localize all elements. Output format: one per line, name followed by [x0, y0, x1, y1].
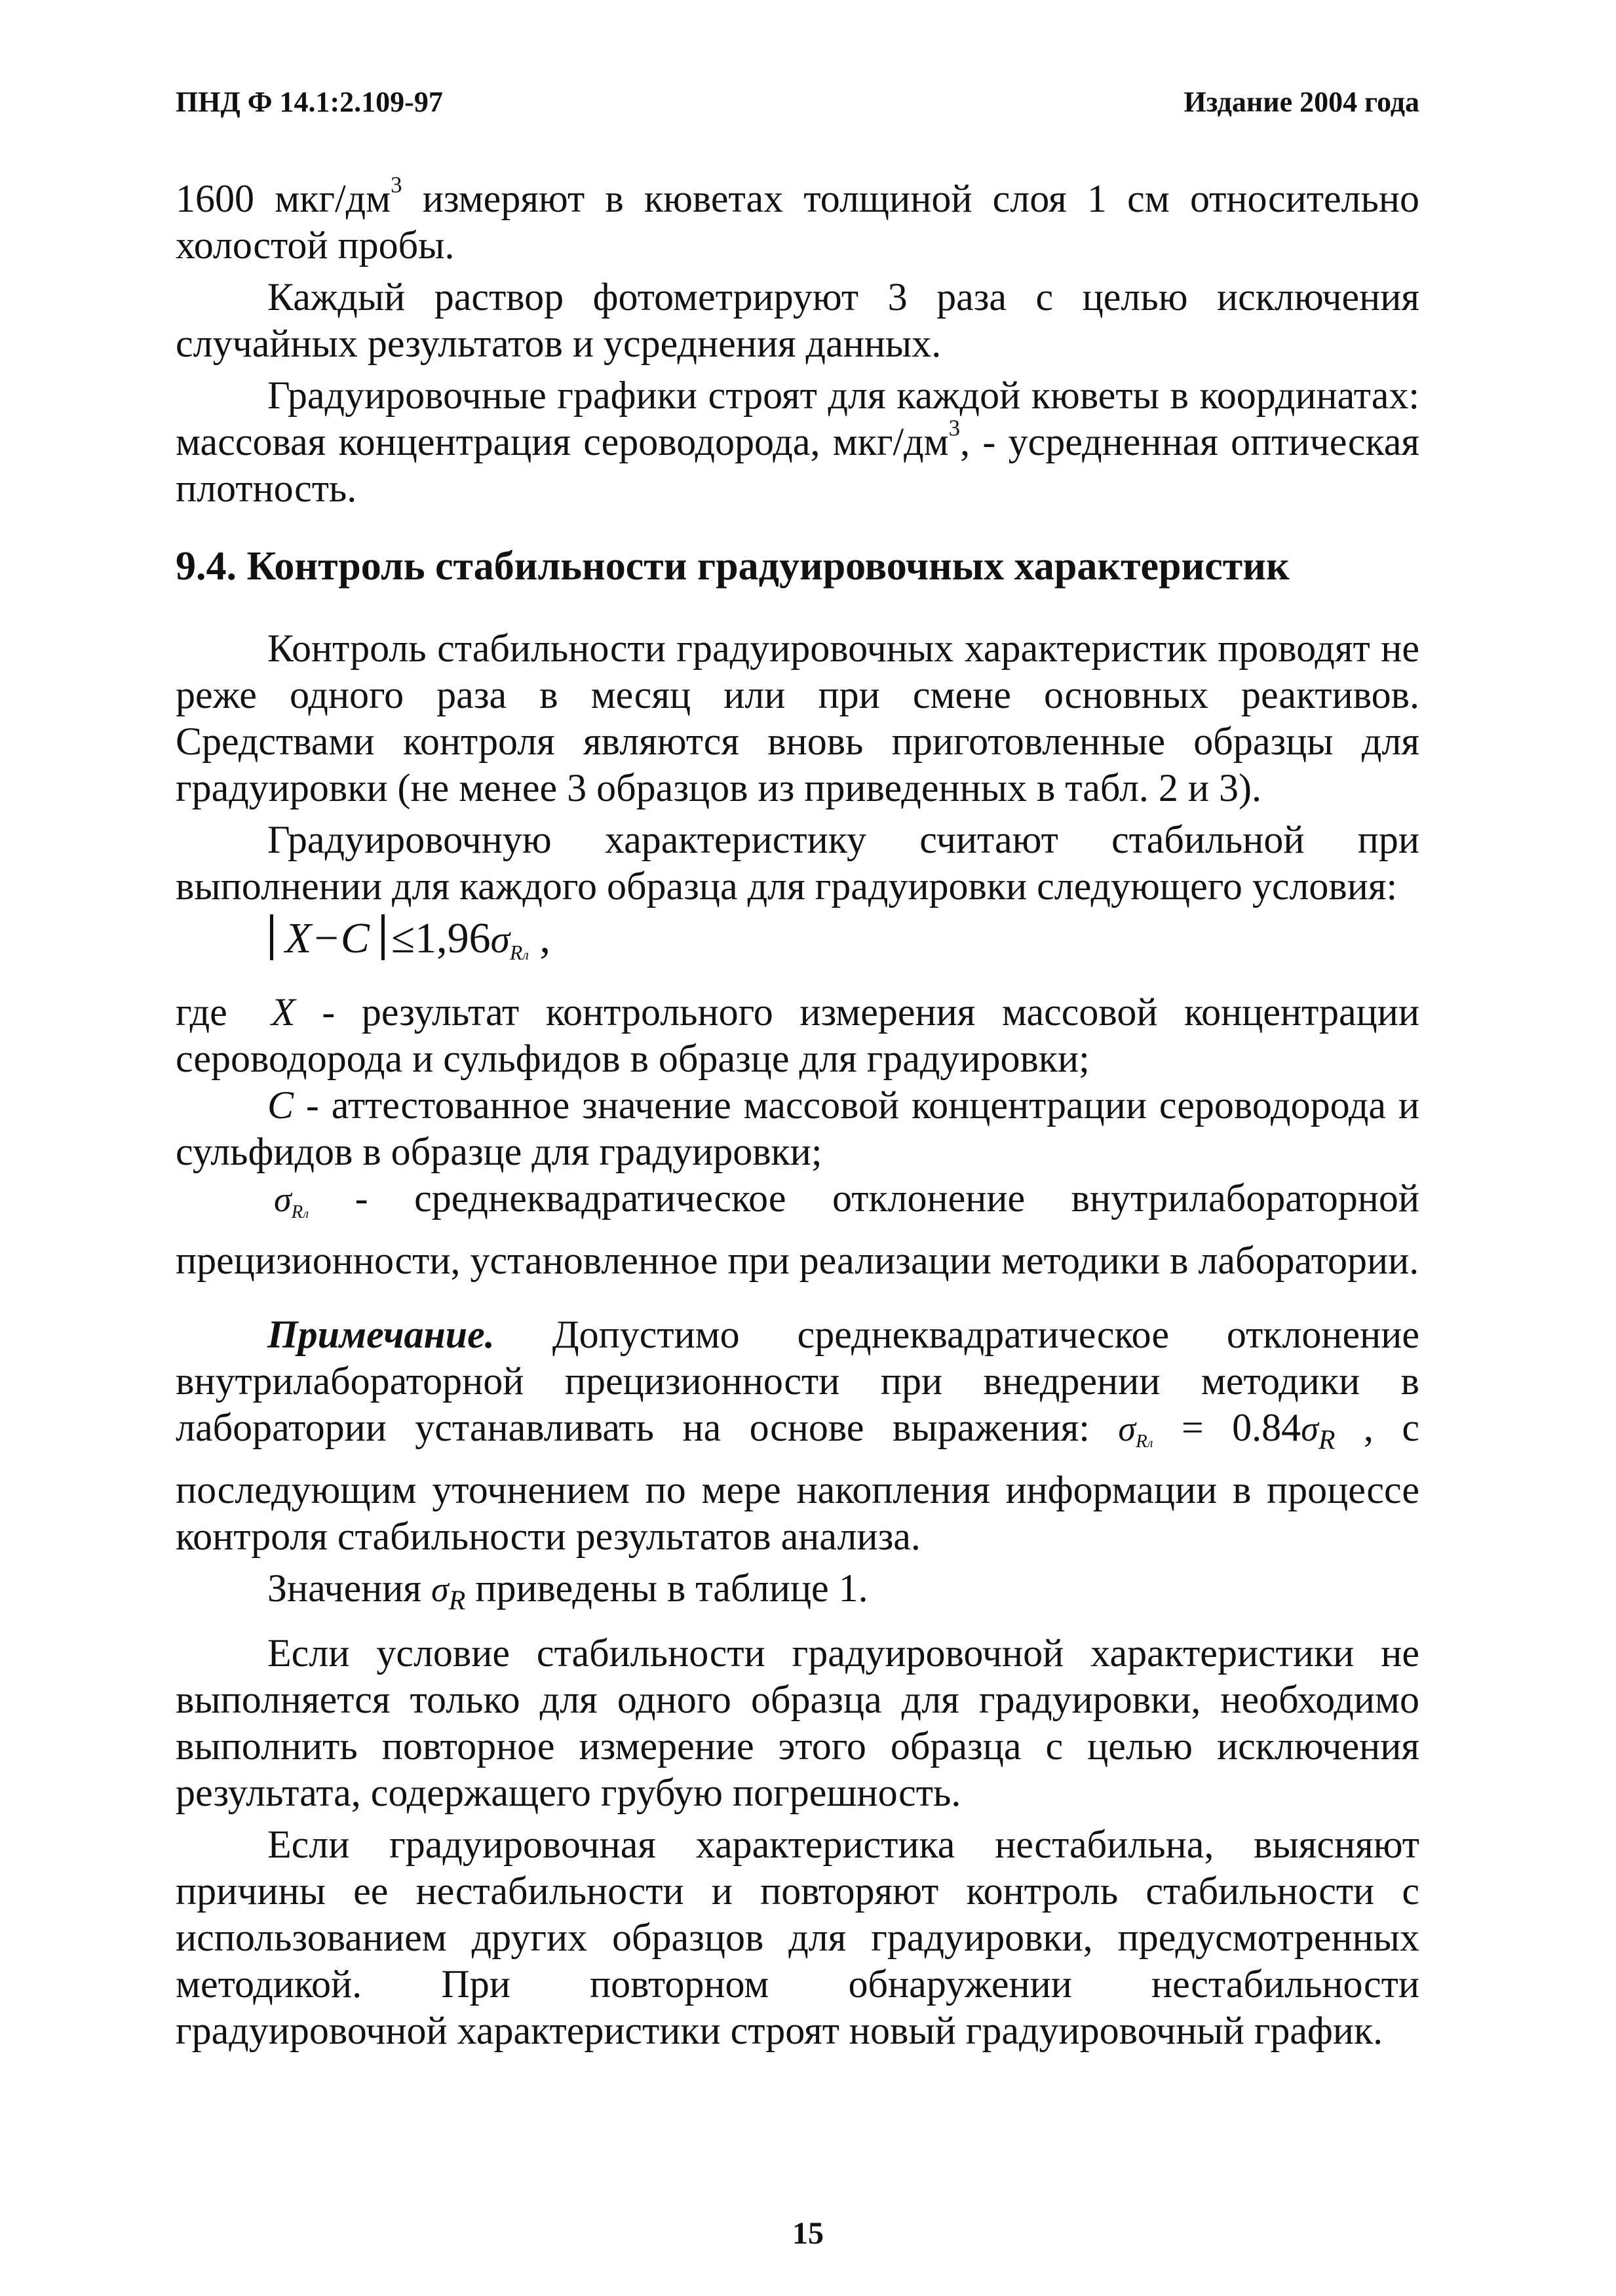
abs-bar-left [270, 914, 273, 960]
note-paragraph: Примечание. Допустимо среднеквадратическое отклонение внутрилабораторной прецизионности при внедрении методики в лаборатории устанавливать на основе выражения: $\sigma_{Rл} = 0.84\sigma_R$ , с последующим уточнением по мере накопления информации в процессе контроля стабильности результатов анализа. [176, 1313, 1419, 1559]
definition-sigma: $\sigma_{Rл}$ - среднеквадратическое отклонение внутрилабораторной прецизионности, установленное при реализации методики в лаборатории. [176, 1177, 1419, 1283]
header-doc-code: ПНД Ф 14.1:2.109-97 [176, 86, 443, 118]
main-text [176, 172, 1419, 2054]
paragraph-8: Если градуировочная характеристика нестабильна, выясняют причины ее нестабильности и повторяют контроль стабильности с использованием других образцов для градуировки, предусмотренных методикой. При повторном обнаружении нестабильности градуировочной характеристики строят новый градуировочный график. [176, 1822, 1419, 2052]
paragraph-7: Если условие стабильности градуировочной характеристики не выполняется только для одного образца для градуировки, необходимо выполнить повторное измерение этого образца с целью исключения результата, содержащего грубую погрешность. [176, 1631, 1419, 1814]
paragraph-3: Градуировочные графики строят для каждой кюветы в координатах: массовая концентрация сероводорода, мкг/$дм^3$, - усредненная оптическая плотность. [176, 374, 1419, 510]
stability-formula: $X-C \le 1,96\sigma_{Rл}$ , [176, 912, 1419, 981]
header-edition: Издание 2004 года [1183, 86, 1419, 118]
paragraph-2: Каждый раствор фотометрируют 3 раза с целью исключения случайных результатов и усреднения данных. [176, 275, 1419, 365]
abs-bar-right [381, 914, 385, 960]
paragraph-4: Контроль стабильности градуировочных характеристик проводят не реже одного раза в месяц или при смене основных реактивов. Средствами контроля являются вновь приготовленные образцы для градуировки (не менее 3 образцов из приведенных в табл. 2 и 3). [176, 627, 1419, 809]
paragraph-sigma-values: Значения $\sigma_R$ приведены в таблице 1. [267, 1566, 868, 1616]
definition-c: C - аттестованное значение массовой концентрации сероводорода и сульфидов в образце для градуировки; [176, 1083, 1419, 1174]
paragraph-5: Градуировочную характеристику считают стабильной при выполнении для каждого образца для градуировки следующего условия: [176, 818, 1419, 908]
page-number: 15 [792, 2216, 824, 2251]
paragraph-1: 1600 мкг/$дм^3$ измеряют в кюветах толщиной слоя 1 см относительно холостой пробы. [176, 172, 1419, 267]
definition-x: где X - результат контрольного измерения массовой концентрации сероводорода и сульфидов в образце для градуировки; [176, 990, 1419, 1081]
note-label: Примечание. [267, 1313, 495, 1357]
section-heading: 9.4. Контроль стабильности градуировочных характеристик [176, 544, 1290, 589]
